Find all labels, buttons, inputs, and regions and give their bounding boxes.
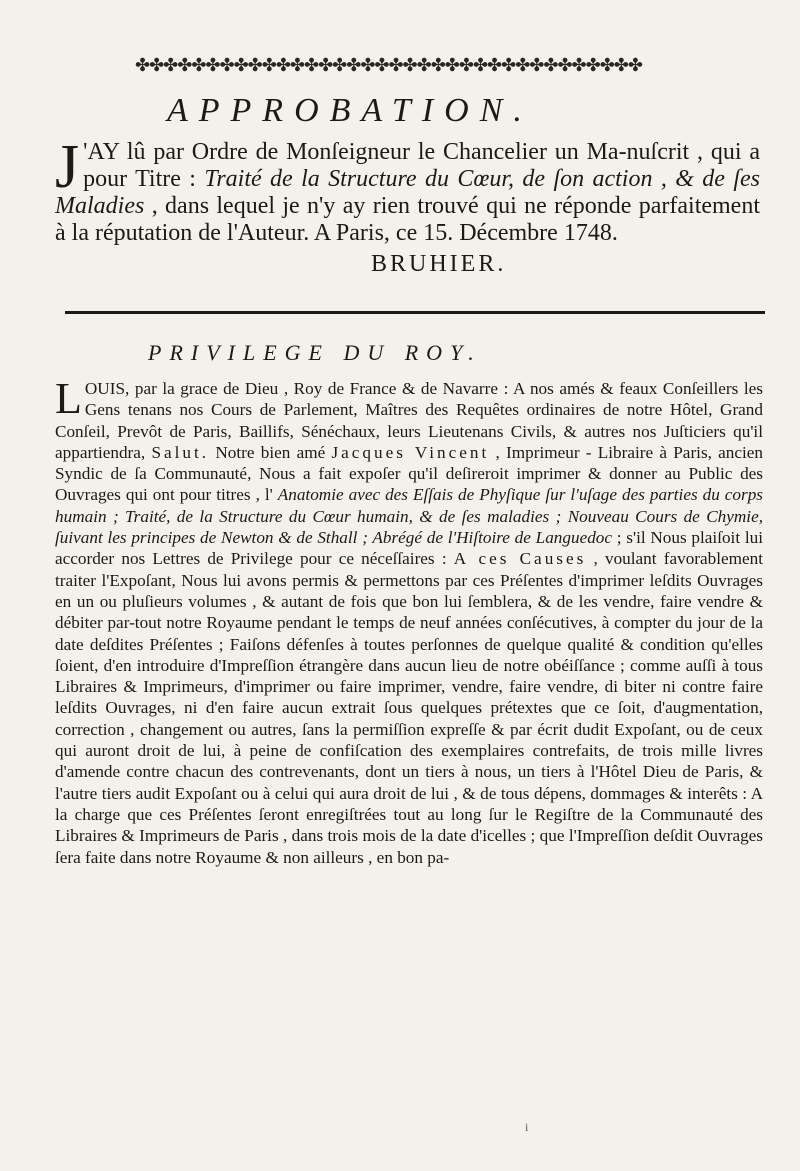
divider-rule bbox=[65, 311, 765, 314]
approbation-work-title: Traité de la Structure du Cœur, de ſon action , & de ſes Maladies bbox=[55, 166, 760, 219]
ornament-band: ✤✤✤✤✤✤✤✤✤✤✤✤✤✤✤✤✤✤✤✤✤✤✤✤✤✤✤✤✤✤✤✤✤✤✤✤ bbox=[135, 55, 642, 75]
privilege-part-5: , voulant favorablement traiter l'Expoſant, Nous lui avons permis & permettons par ces Préſentes d'imprimer leſdits Ouvrages en un ou pluſieurs volumes , & autant de fois que bon lui ſemblera, & de les vendre, faire vendre & débiter par-tout notre Royaume pendant le temps de neuf années conſécutives, à compter du jour de la date deſdites Préſentes ; Faiſons défenſes à toutes perſonnes de quelque qualité & condition qu'elles ſoient, d'en introduire d'Impreſſion étrangère dans aucun lieu de notre obéiſſance ; comme auſſi à tous Libraires & Imprimeurs, d'imprimer ou faire imprimer, vendre, faire vendre, di biter ni contre faire leſdits Ouvrages, ni d'en faire aucun extrait ſous quelques prétextes que ce ſoit, d'augmentation, correction , changement ou autres, ſans la permiſſion expreſſe & par écrit dudit Expoſant, ou de ceux qui auront droit de lui, à peine de confiſcation des exemplaires contrefaits, de trois mille livres d'amende contre chacun des contrevenants, dont un tiers à nous, un tiers à l'Hôtel Dieu de Paris, & l'autre tiers audit Expoſant ou à celui qui aura droit de lui , & de tous dépens, dommages & interêts : A la charge que ces Préſentes ſeront enregiſtrées tout au long ſur le Regiſtre de la Communauté des Libraires & Imprimeurs de Paris , dans trois mois de la date d'icelles ; que l'Impreſſion deſdit Ouvrages ſera faite dans notre Royaume & non ailleurs , en bon pa- bbox=[55, 549, 763, 867]
privilege-dropcap: L bbox=[55, 374, 82, 423]
privilege-work-titles: Anatomie avec des Eſſais de Phyſique ſur l'uſage des parties du corps humain ; Traité, de la Structure du Cœur humain, & de ſes maladies ; Nouveau Cours de Chymie, ſuivant les principes de Newton & de Sthall ; Abrégé de l'Hiſtoire de Languedoc bbox=[55, 485, 763, 548]
page bbox=[55, 55, 764, 868]
privilege-text bbox=[55, 374, 764, 868]
approbation-title: APPROBATION. bbox=[167, 92, 533, 129]
privilege-printer-name: Jacques Vincent bbox=[331, 442, 490, 462]
approbation-text-2: , dans lequel je n'y ay rien trouvé qui ne réponde parfaitement à la réputation de l'Auteur. A Paris, ce 15. Décembre 1748. bbox=[55, 193, 761, 246]
folio-mark: i bbox=[525, 1120, 529, 1134]
privilege-title: PRIVILEGE DU ROY. bbox=[148, 340, 482, 365]
approbation-text bbox=[55, 133, 761, 247]
privilege-causes: A ces Causes bbox=[453, 549, 587, 569]
privilege-part-1: OUIS, par la grace de Dieu , Roy de France & de Navarre : A nos amés & feaux Conſeillers les Gens tenans nos Cours de Parlement, Maîtres des Requêtes ordinaires de notre Hôtel, Grand Conſeil, Prevôt de Paris, Baillifs, Sénéchaux, leurs Lieutenans Civils, & autres nos Juſticiers qu'il appartiendra, bbox=[55, 379, 763, 462]
privilege-part-4: ; s'il Nous plaiſoit lui accorder nos Lettres de Privilege pour ce néceſſaires : bbox=[55, 528, 763, 569]
signature: BRUHIER. bbox=[371, 251, 507, 277]
privilege-part-3: , Imprimeur - Libraire à Paris, ancien Syndic de ſa Communauté, Nous a fait expoſer qu'il deſireroit imprimer & donner au Public des Ouvrages qui ont pour titres , l' bbox=[55, 442, 764, 505]
approbation-text-1: 'AY lû par Ordre de Monſeigneur le Chancelier un Ma-nuſcrit , qui a pour Titre : bbox=[83, 139, 760, 192]
privilege-salut: Salut. bbox=[151, 442, 210, 462]
approbation-dropcap: J bbox=[55, 133, 80, 201]
privilege-part-2: Notre bien amé bbox=[215, 442, 332, 462]
